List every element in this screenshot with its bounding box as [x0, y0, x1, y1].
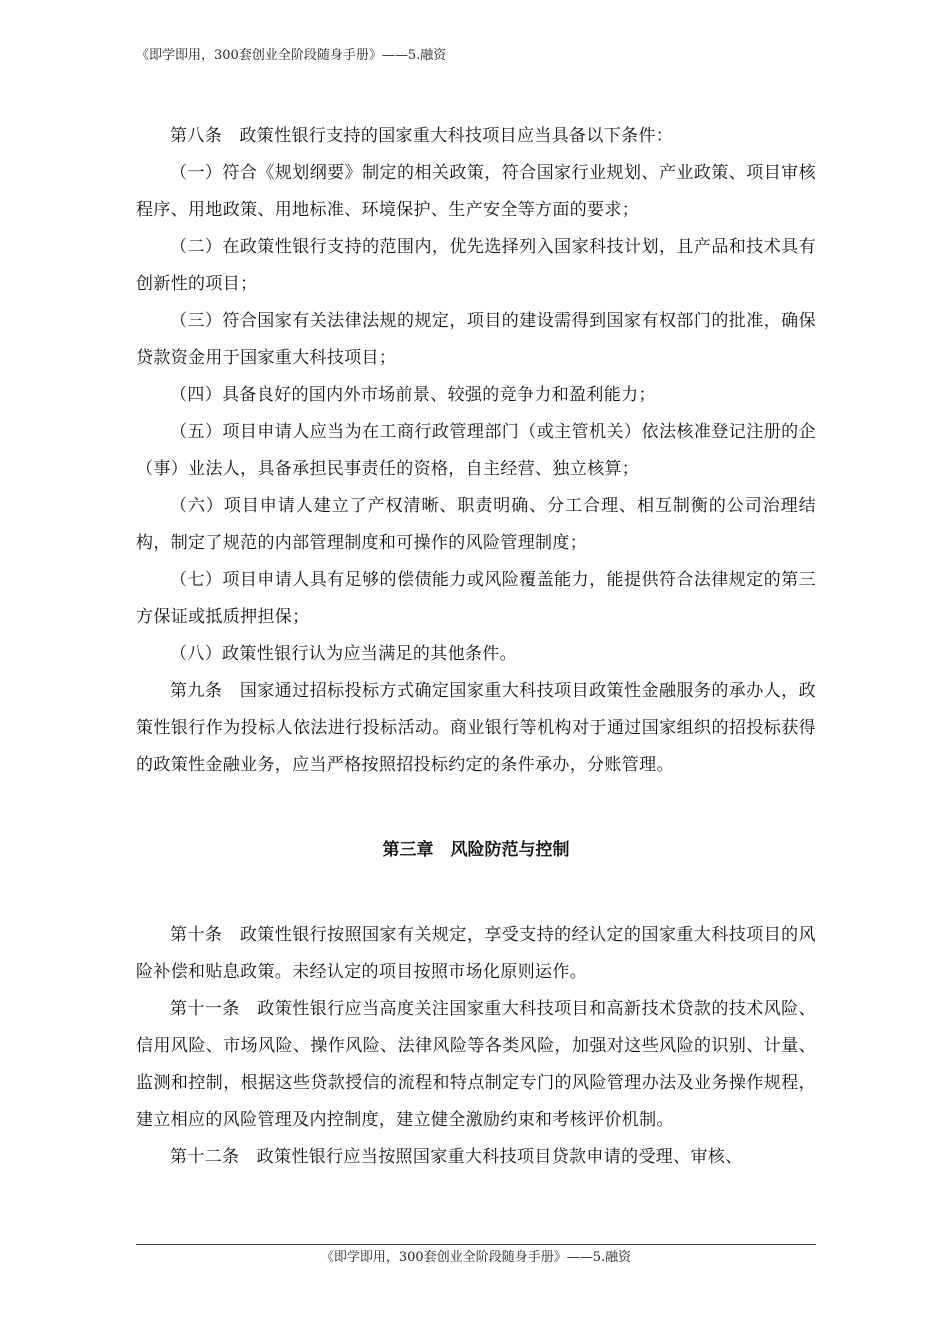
article-8: 第八条 政策性银行支持的国家重大科技项目应当具备以下条件： — [170, 126, 674, 146]
condition-6: （六）项目申请人建立了产权清晰、职责明确、分工合理、相互制衡的公司治理结构，制定了规范的内部管理制度和可操作的风险管理制度； — [136, 496, 816, 553]
article-10: 第十条 政策性银行按照国家有关规定，享受支持的经认定的国家重大科技项目的风险补偿和贴息政策。未经认定的项目按照市场化原则运作。 — [136, 925, 816, 982]
article-12: 第十二条 政策性银行应当按照国家重大科技项目贷款申请的受理、审核、 — [170, 1147, 743, 1167]
page-footer: 《即学即用，300套创业全阶段随身手册》——5.融资 — [320, 1250, 632, 1265]
chapter-title: 第三章 风险防范与控制 — [382, 840, 570, 860]
condition-1: （一）符合《规划纲要》制定的相关政策，符合国家行业规划、产业政策、项目审核程序、用地政策、用地标准、环境保护、生产安全等方面的要求； — [136, 163, 816, 220]
condition-8: （八）政策性银行认为应当满足的其他条件。 — [170, 644, 517, 664]
condition-5: （五）项目申请人应当为在工商行政管理部门（或主管机关）依法核准登记注册的企（事）业法人，具备承担民事责任的资格，自主经营、独立核算； — [136, 422, 816, 479]
condition-3: （三）符合国家有关法律法规的规定，项目的建设需得到国家有权部门的批准，确保贷款资金用于国家重大科技项目； — [136, 311, 816, 368]
footer-divider — [136, 1244, 816, 1245]
article-9: 第九条 国家通过招标投标方式确定国家重大科技项目政策性金融服务的承办人，政策性银行作为投标人依法进行投标活动。商业银行等机构对于通过国家组织的招投标获得的政策性金融业务，应当严格按照招投标约定的条件承办，分账管理。 — [136, 681, 816, 775]
condition-7: （七）项目申请人具有足够的偿债能力或风险覆盖能力，能提供符合法律规定的第三方保证或抵质押担保； — [136, 570, 816, 627]
condition-4: （四）具备良好的国内外市场前景、较强的竞争力和盈利能力； — [170, 385, 656, 405]
document-body — [136, 118, 816, 1176]
article-11: 第十一条 政策性银行应当高度关注国家重大科技项目和高新技术贷款的技术风险、信用风险、市场风险、操作风险、法律风险等各类风险，加强对这些风险的识别、计量、监测和控制，根据这些贷款授信的流程和特点制定专门的风险管理办法及业务操作规程，建立相应的风险管理及内控制度，建立健全激励约束和考核评价机制。 — [136, 999, 816, 1130]
condition-2: （二）在政策性银行支持的范围内，优先选择列入国家科技计划，且产品和技术具有创新性的项目； — [136, 237, 816, 294]
page-header: 《即学即用，300套创业全阶段随身手册》——5.融资 — [136, 48, 447, 63]
